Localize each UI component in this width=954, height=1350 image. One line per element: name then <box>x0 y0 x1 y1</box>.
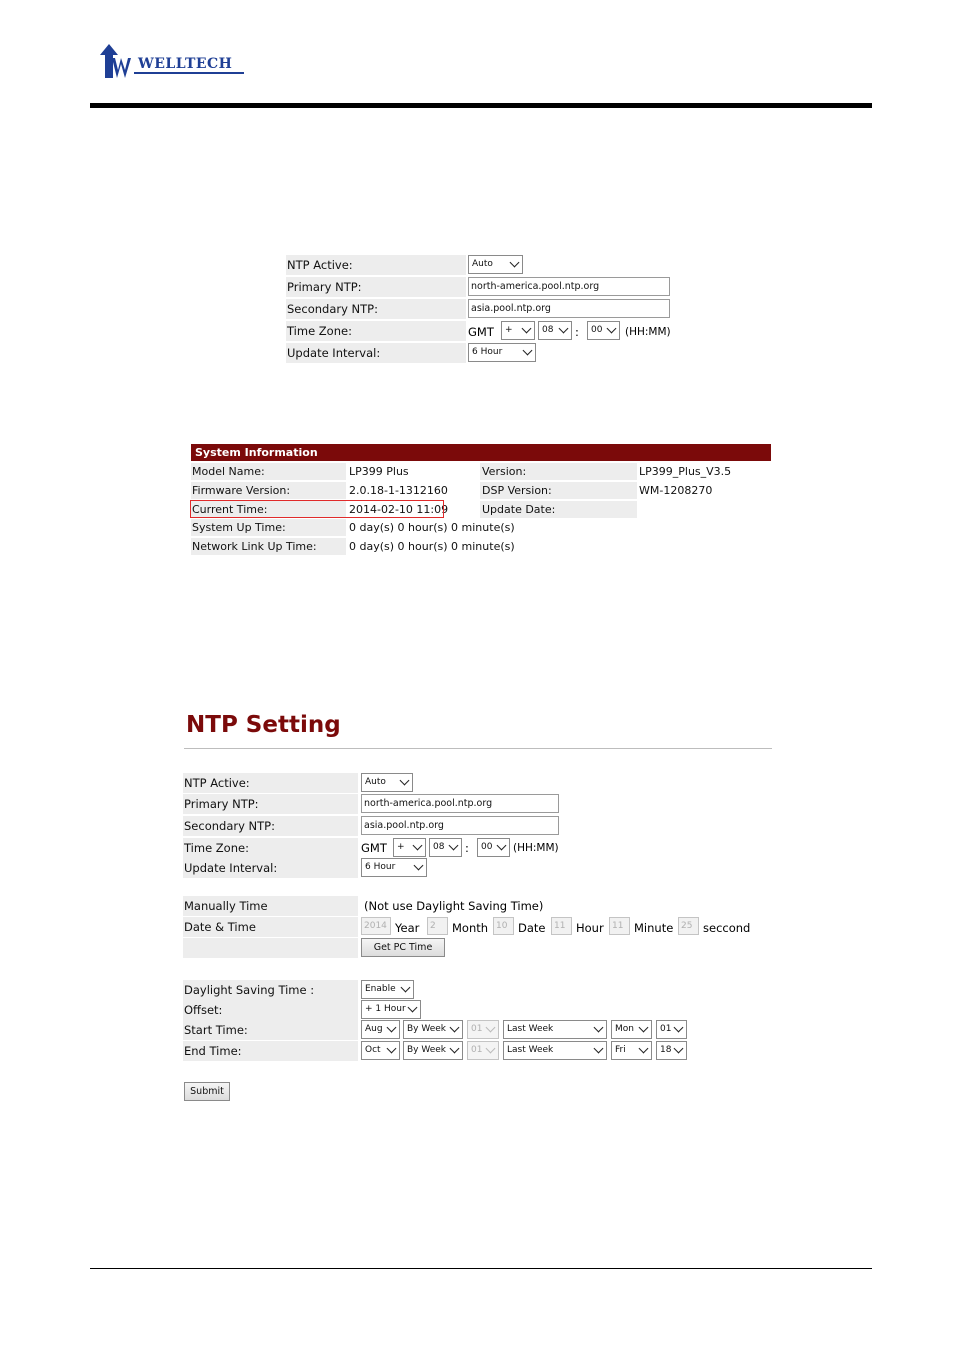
chevron-down-icon <box>450 1023 460 1033</box>
sys-val-dsp: WM-1208270 <box>639 484 713 497</box>
end-hour-select[interactable] <box>656 1041 687 1060</box>
chevron-down-icon <box>414 861 424 871</box>
row-time-zone <box>286 321 671 341</box>
end-week-select[interactable] <box>503 1041 607 1060</box>
title-divider <box>184 748 772 749</box>
footer-rule <box>90 1268 872 1269</box>
start-hour-value: 01 <box>660 1024 672 1034</box>
label-primary-ntp-2: Primary NTP: <box>183 794 358 814</box>
label-manually-time: Manually Time <box>183 896 358 916</box>
row-manually-time <box>183 896 743 916</box>
tz-minute-value: 00 <box>591 325 603 335</box>
tz-unit-2: (HH:MM) <box>513 842 559 854</box>
chevron-down-icon <box>497 841 507 851</box>
logo-text: WELLTECH <box>138 56 233 72</box>
tz-hour-value-2: 08 <box>433 842 445 852</box>
get-pc-time-button[interactable]: Get PC Time <box>361 938 445 957</box>
ntp-active-value-2: Auto <box>365 777 386 787</box>
tz-minute-select[interactable] <box>587 321 620 340</box>
row-start-time <box>183 1020 703 1040</box>
submit-button[interactable]: Submit <box>184 1082 230 1101</box>
update-interval-value: 6 Hour <box>472 347 503 357</box>
label-time-zone-2: Time Zone: <box>183 838 358 858</box>
date-label: Date <box>518 921 546 935</box>
date-input[interactable]: 10 <box>493 917 514 935</box>
start-hour-select[interactable] <box>656 1020 687 1039</box>
row-offset <box>183 1000 563 1020</box>
label-secondary-ntp-2: Secondary NTP: <box>183 816 358 836</box>
tz-sign-select[interactable] <box>501 321 535 340</box>
ntp-active-value: Auto <box>472 259 493 269</box>
label-update-interval-2: Update Interval: <box>183 858 358 878</box>
tz-separator-2: : <box>465 841 469 855</box>
sys-key-current-time: Current Time: <box>191 501 346 518</box>
label-ntp-active-2: NTP Active: <box>183 773 358 793</box>
sys-key-version: Version: <box>480 463 637 480</box>
row-ntp-active-2 <box>183 773 563 793</box>
second-input[interactable]: 25 <box>678 917 699 935</box>
second-label: seccond <box>703 921 751 935</box>
row-secondary-ntp-2 <box>183 816 563 836</box>
label-date-time: Date & Time <box>183 917 358 937</box>
row-end-time <box>183 1041 703 1061</box>
sys-key-firmware: Firmware Version: <box>191 482 346 499</box>
tz-separator: : <box>575 325 579 339</box>
year-input[interactable]: 2014 <box>361 917 391 935</box>
label-dst: Daylight Saving Time : <box>183 980 358 1000</box>
dst-value: Enable <box>365 984 396 994</box>
logo-arrow-icon <box>100 44 140 80</box>
start-weekday-value: Mon <box>615 1024 634 1034</box>
tz-minute-select-2[interactable] <box>477 838 510 857</box>
chevron-down-icon <box>607 324 617 334</box>
tz-sign-value: + <box>505 325 513 335</box>
sys-key-link-up: Network Link Up Time: <box>191 538 346 555</box>
offset-select[interactable] <box>361 1000 421 1019</box>
ntp-active-select-2[interactable] <box>361 773 413 792</box>
row-date-time <box>183 917 753 937</box>
label-offset: Offset: <box>183 1000 358 1020</box>
chevron-down-icon <box>559 324 569 334</box>
dst-select[interactable] <box>361 980 414 999</box>
end-weekday-select[interactable] <box>611 1041 652 1060</box>
offset-value: + 1 Hour <box>365 1004 406 1014</box>
hour-input[interactable]: 11 <box>551 917 572 935</box>
start-day-value: 01 <box>471 1024 483 1034</box>
tz-hour-select-2[interactable] <box>429 838 462 857</box>
row-ntp-active <box>286 255 671 275</box>
label-update-interval: Update Interval: <box>286 343 466 363</box>
chevron-down-icon <box>413 841 423 851</box>
gmt-label: GMT <box>468 325 494 339</box>
end-mode-value: By Week <box>407 1045 447 1055</box>
chevron-down-icon <box>594 1044 604 1054</box>
gmt-label-2: GMT <box>361 841 387 855</box>
label-blank <box>183 938 358 958</box>
sys-val-firmware: 2.0.18-1-1312160 <box>349 484 448 497</box>
end-hour-value: 18 <box>660 1045 672 1055</box>
update-interval-select[interactable] <box>468 343 536 362</box>
sys-val-system-up: 0 day(s) 0 hour(s) 0 minute(s) <box>349 521 515 534</box>
page-title: NTP Setting <box>186 712 341 738</box>
ntp-active-select[interactable] <box>468 255 523 274</box>
label-time-zone: Time Zone: <box>286 321 466 341</box>
sys-key-system-up: System Up Time: <box>191 519 346 536</box>
chevron-down-icon <box>674 1023 684 1033</box>
chevron-down-icon <box>674 1044 684 1054</box>
label-start-time: Start Time: <box>183 1020 358 1040</box>
chevron-down-icon <box>486 1044 496 1054</box>
sys-key-model: Model Name: <box>191 463 346 480</box>
row-time-zone-2 <box>183 838 563 858</box>
row-get-pc-time <box>183 938 563 958</box>
welltech-logo <box>100 44 250 80</box>
primary-ntp-input-2[interactable]: north-america.pool.ntp.org <box>361 794 559 813</box>
row-update-interval-2 <box>183 858 563 878</box>
sys-val-link-up: 0 day(s) 0 hour(s) 0 minute(s) <box>349 540 515 553</box>
start-week-value: Last Week <box>507 1024 554 1034</box>
chevron-down-icon <box>486 1023 496 1033</box>
row-update-interval <box>286 343 671 363</box>
end-month-value: Oct <box>365 1045 381 1055</box>
chevron-down-icon <box>523 346 533 356</box>
sys-key-dsp: DSP Version: <box>480 482 637 499</box>
chevron-down-icon <box>387 1044 397 1054</box>
end-mode-select[interactable] <box>403 1041 463 1060</box>
start-month-select[interactable] <box>361 1020 400 1039</box>
sys-val-model: LP399 Plus <box>349 465 409 478</box>
tz-unit: (HH:MM) <box>625 326 671 338</box>
update-interval-select-2[interactable] <box>361 858 427 877</box>
manual-time-note: (Not use Daylight Saving Time) <box>364 899 544 913</box>
label-primary-ntp: Primary NTP: <box>286 277 466 297</box>
start-month-value: Aug <box>365 1024 383 1034</box>
minute-label: Minute <box>634 921 674 935</box>
month-input[interactable]: 2 <box>427 917 448 935</box>
chevron-down-icon <box>400 776 410 786</box>
label-ntp-active: NTP Active: <box>286 255 466 275</box>
end-week-value: Last Week <box>507 1045 554 1055</box>
end-day-value: 01 <box>471 1045 483 1055</box>
row-primary-ntp-2 <box>183 794 563 814</box>
tz-sign-select-2[interactable] <box>393 838 426 857</box>
start-mode-value: By Week <box>407 1024 447 1034</box>
start-weekday-select[interactable] <box>611 1020 652 1039</box>
chevron-down-icon <box>401 983 411 993</box>
tz-hour-select[interactable] <box>538 321 572 340</box>
year-label: Year <box>395 921 420 935</box>
sys-key-update-date: Update Date: <box>480 501 637 518</box>
chevron-down-icon <box>387 1023 397 1033</box>
system-info-title: System Information <box>191 444 771 461</box>
tz-sign-value-2: + <box>397 842 405 852</box>
end-month-select[interactable] <box>361 1041 400 1060</box>
row-primary-ntp <box>286 277 671 297</box>
label-end-time: End Time: <box>183 1041 358 1061</box>
secondary-ntp-input-2[interactable]: asia.pool.ntp.org <box>361 816 559 835</box>
chevron-down-icon <box>450 1044 460 1054</box>
current-time-highlight <box>190 500 444 518</box>
hour-label: Hour <box>576 921 604 935</box>
logo-underline <box>134 72 244 74</box>
start-day-select[interactable] <box>467 1020 499 1039</box>
label-secondary-ntp: Secondary NTP: <box>286 299 466 319</box>
end-day-select[interactable] <box>467 1041 499 1060</box>
update-interval-value-2: 6 Hour <box>365 862 396 872</box>
chevron-down-icon <box>408 1003 418 1013</box>
chevron-down-icon <box>510 258 520 268</box>
month-label: Month <box>452 921 489 935</box>
minute-input[interactable]: 11 <box>609 917 630 935</box>
chevron-down-icon <box>639 1023 649 1033</box>
sys-val-version: LP399_Plus_V3.5 <box>639 465 732 478</box>
sys-val-current-time: 2014-02-10 11:09 <box>349 503 449 516</box>
row-dst <box>183 980 563 1000</box>
primary-ntp-input[interactable]: north-america.pool.ntp.org <box>468 277 670 296</box>
row-secondary-ntp <box>286 299 671 319</box>
chevron-down-icon <box>449 841 459 851</box>
secondary-ntp-input[interactable]: asia.pool.ntp.org <box>468 299 670 318</box>
start-week-select[interactable] <box>503 1020 607 1039</box>
end-weekday-value: Fri <box>615 1045 626 1055</box>
tz-hour-value: 08 <box>542 325 554 335</box>
start-mode-select[interactable] <box>403 1020 463 1039</box>
tz-minute-value-2: 00 <box>481 842 493 852</box>
chevron-down-icon <box>639 1044 649 1054</box>
header-rule <box>90 103 872 108</box>
chevron-down-icon <box>522 324 532 334</box>
chevron-down-icon <box>594 1023 604 1033</box>
